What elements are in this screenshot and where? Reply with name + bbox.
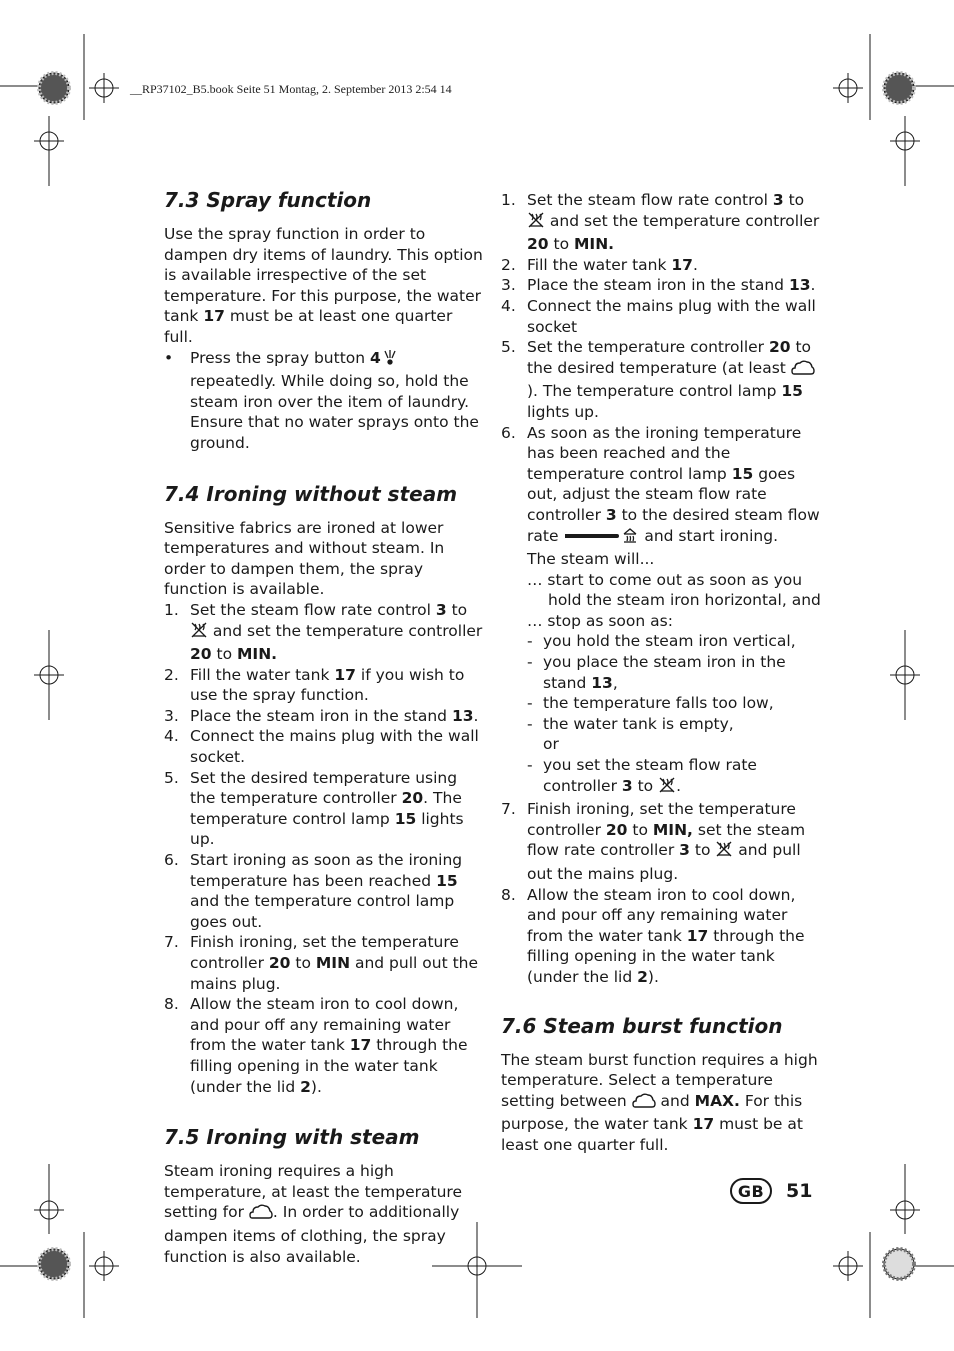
section-7-3	[164, 186, 484, 454]
text: and pull out the mains plug.	[190, 954, 479, 993]
text: repeatedly. While doing so, hold the steam iron over the item of laundry. Ensure that no water sprays onto the ground.	[190, 372, 479, 452]
text: lights up.	[190, 809, 464, 849]
ref-number: 15	[781, 382, 803, 401]
step-number: 7.	[501, 800, 516, 819]
dash: -	[527, 694, 533, 713]
text: you place the steam iron in the stand	[543, 653, 786, 692]
ref-number: 20	[768, 338, 791, 357]
text: The steam will...	[527, 550, 655, 569]
text: if you wish to use the spray function.	[190, 665, 465, 705]
step-number: 5.	[501, 338, 516, 357]
text: through the filling opening in the water tank (under the lid	[527, 926, 805, 986]
step-number: 3.	[501, 276, 516, 295]
ref-number: 13	[591, 673, 613, 692]
text: ).	[310, 1077, 322, 1096]
text: the water tank is empty,	[543, 714, 734, 733]
ref-number: 17	[671, 255, 693, 274]
page-number: 51	[786, 1180, 813, 1202]
no-steam-icon	[527, 211, 545, 235]
no-steam-icon	[190, 621, 208, 645]
text: ,	[612, 673, 618, 692]
steam-flow-bar-icon	[565, 534, 619, 538]
ref-number: 2	[300, 1077, 311, 1096]
step-number: 3.	[164, 706, 179, 725]
section-title: 7.6 Steam burst function	[501, 1013, 783, 1038]
ref-number: 20	[190, 645, 212, 664]
text: … start to come out as soon as you hold the steam iron horizontal, and	[527, 570, 821, 610]
list-item	[164, 850, 484, 932]
text: Place the steam iron in the stand	[527, 276, 789, 295]
paragraph: Sensitive fabrics are ironed at lower temperatures and without steam. In order to dampen them, the spray function is available.	[164, 518, 445, 599]
steam-info	[527, 549, 821, 799]
text: to the desired steam flow rate	[527, 505, 820, 545]
text: and pull out the mains plug.	[527, 841, 801, 883]
setting-label: MAX.	[694, 1091, 740, 1110]
spray-icon	[381, 348, 399, 372]
text: Allow the steam iron to cool down, and pour off any remaining water from the water tank	[527, 885, 796, 945]
dash: -	[527, 756, 533, 775]
step-number: 1.	[501, 191, 516, 209]
list-item	[164, 600, 484, 665]
text: As soon as the ironing temperature has been reached and the temperature control lamp	[527, 423, 802, 483]
ref-number: 17	[692, 1115, 715, 1134]
left-column	[164, 186, 484, 1293]
text: goes out, adjust the steam flow rate controller	[527, 464, 796, 524]
text: to	[290, 954, 316, 972]
text: .	[473, 706, 479, 725]
step-number: 6.	[164, 851, 179, 870]
list-item	[164, 932, 484, 994]
text: or	[543, 735, 559, 754]
bullet-list	[164, 348, 484, 454]
text: the temperature falls too low,	[543, 694, 774, 713]
text: For this purpose, the water tank	[501, 1091, 803, 1134]
dash-item	[527, 734, 821, 755]
text: to the desired temperature (at least	[527, 338, 812, 377]
text: through the filling opening in the water tank (under the lid	[190, 1036, 468, 1096]
text: to	[548, 235, 574, 254]
paragraph	[501, 1050, 821, 1156]
dash-item	[527, 631, 821, 652]
text: and set the temperature controller	[208, 621, 483, 640]
ref-number: 2	[637, 967, 648, 986]
list-item	[501, 799, 821, 884]
list-item	[164, 768, 484, 850]
list-item	[501, 423, 821, 800]
ref-number: 13	[788, 276, 811, 295]
text: The steam burst function requires a high temperature. Select a temperature setting between	[501, 1050, 818, 1110]
ref-number: 17	[334, 665, 356, 684]
step-number: 2.	[501, 255, 516, 274]
steps-list	[501, 190, 821, 988]
step-number: 1.	[164, 600, 179, 619]
text: Finish ironing, set the temperature controller	[527, 800, 796, 839]
text: Steam ironing requires a high temperature, at least the temperature setting for	[164, 1162, 462, 1222]
dash-item	[527, 755, 821, 799]
text: to	[632, 776, 659, 795]
section-7-6	[501, 1012, 821, 1156]
list-item	[501, 296, 821, 337]
ref-number: 3	[679, 841, 690, 860]
steps-list	[164, 600, 484, 1097]
ref-number: 20	[605, 820, 628, 839]
text: Start ironing as soon as the ironing temperature has been reached	[190, 851, 463, 890]
list-item	[164, 994, 484, 1097]
step-number: 5.	[164, 768, 179, 787]
step-number: 7.	[164, 933, 179, 952]
paragraph	[164, 1161, 484, 1267]
text: and start ironing.	[639, 526, 779, 545]
list-item	[501, 255, 821, 276]
ref-number: 4	[370, 348, 381, 367]
dash: -	[527, 653, 533, 672]
right-column	[501, 190, 821, 1156]
text: Allow the steam iron to cool down, and pour off any remaining water from the water tank	[190, 995, 459, 1055]
ref-number: 3	[772, 191, 784, 209]
text: Fill the water tank	[527, 255, 672, 274]
text: Set the temperature controller	[527, 338, 769, 357]
text: to	[211, 645, 237, 664]
no-steam-icon	[658, 776, 676, 800]
ref-number: 20	[268, 954, 291, 972]
text: Connect the mains plug with the wall socket.	[190, 727, 479, 767]
list-item	[164, 348, 484, 454]
text: to	[446, 600, 468, 619]
ref-number: 15	[436, 871, 458, 890]
text: must be at least one quarter full.	[164, 307, 453, 346]
step-number: 8.	[164, 995, 179, 1014]
print-header: __RP37102_B5.book Seite 51 Montag, 2. September 2013 2:54 14	[130, 82, 452, 96]
list-item	[501, 337, 821, 422]
ref-number: 20	[527, 235, 549, 254]
dash-item	[527, 714, 821, 735]
ref-number: 15	[394, 809, 417, 828]
language-badge: GB	[730, 1178, 772, 1204]
step-number: 2.	[164, 665, 179, 684]
text: you hold the steam iron vertical,	[543, 632, 796, 651]
step-number: 8.	[501, 885, 516, 904]
text: .	[676, 776, 682, 795]
ref-number: 17	[349, 1036, 372, 1055]
text: Set the steam flow rate control	[190, 600, 436, 619]
text: . The temperature control lamp	[190, 789, 462, 828]
ref-number: 3	[435, 600, 447, 619]
cloud-temp-icon	[791, 359, 815, 382]
page-footer	[730, 1178, 812, 1204]
text: and the temperature control lamp goes out.	[190, 892, 455, 931]
text: and	[655, 1091, 695, 1110]
text: set the steam flow rate controller	[527, 820, 806, 860]
section-7-5	[164, 1123, 484, 1267]
text: to	[783, 191, 805, 209]
setting-label: MIN.	[574, 235, 615, 254]
text: Fill the water tank	[190, 665, 335, 684]
text: Use the spray function in order to dampen dry items of laundry. This option is available irrespective of the set temperature. For this purpose, the water tank	[164, 225, 483, 326]
text: … stop as soon as:	[527, 611, 673, 630]
text: to	[627, 820, 653, 839]
text: must be at least one quarter full.	[501, 1115, 803, 1154]
text: and set the temperature controller	[545, 211, 820, 230]
setting-label: MIN,	[652, 820, 693, 839]
text: . In order to additionally dampen items of clothing, the spray function is also available.	[164, 1203, 460, 1266]
dash: -	[527, 714, 533, 733]
text: .	[692, 255, 698, 274]
step-number: 4.	[164, 727, 179, 746]
text: to	[689, 841, 716, 860]
list-item	[501, 190, 821, 255]
text: Press the spray button	[190, 348, 371, 367]
ref-number: 17	[686, 926, 709, 945]
step-number: 6.	[501, 423, 516, 442]
ref-number: 17	[203, 307, 225, 326]
steam-max-icon	[621, 526, 639, 550]
list-item	[164, 726, 484, 767]
cloud-temp-icon	[249, 1203, 273, 1226]
text: Connect the mains plug with the wall socket	[527, 296, 816, 336]
list-item	[164, 665, 484, 706]
section-7-4	[164, 480, 484, 1098]
section-title: 7.5 Ironing with steam	[164, 1125, 420, 1150]
list-item	[501, 275, 821, 296]
setting-label: MIN.	[237, 645, 278, 664]
text: Set the steam flow rate control	[527, 191, 773, 209]
list-item	[164, 706, 484, 727]
ref-number: 20	[401, 789, 424, 808]
cloud-temp-icon	[632, 1092, 656, 1115]
text: .	[810, 276, 816, 295]
dash-item	[527, 693, 821, 714]
section-title: 7.3 Spray function	[164, 188, 372, 212]
dash-item	[527, 652, 821, 693]
ref-number: 15	[731, 464, 754, 483]
list-item	[501, 885, 821, 988]
text: ). The temperature control lamp	[527, 382, 782, 401]
dash: -	[527, 632, 533, 651]
text: Finish ironing, set the temperature controller	[190, 933, 459, 972]
text: you set the steam flow rate controller	[543, 756, 757, 795]
text: Set the desired temperature using the temperature controller	[190, 768, 458, 808]
text: Place the steam iron in the stand	[190, 706, 452, 725]
ref-number: 3	[621, 776, 633, 795]
step-number: 4.	[501, 296, 516, 315]
paragraph	[164, 224, 484, 348]
text: ).	[647, 967, 659, 986]
setting-label: MIN	[315, 954, 351, 972]
no-steam-icon	[715, 840, 733, 864]
text: lights up.	[527, 402, 599, 421]
ref-number: 3	[605, 505, 617, 524]
bullet: •	[164, 348, 174, 367]
ref-number: 13	[451, 706, 474, 725]
section-title: 7.4 Ironing without steam	[164, 481, 458, 506]
